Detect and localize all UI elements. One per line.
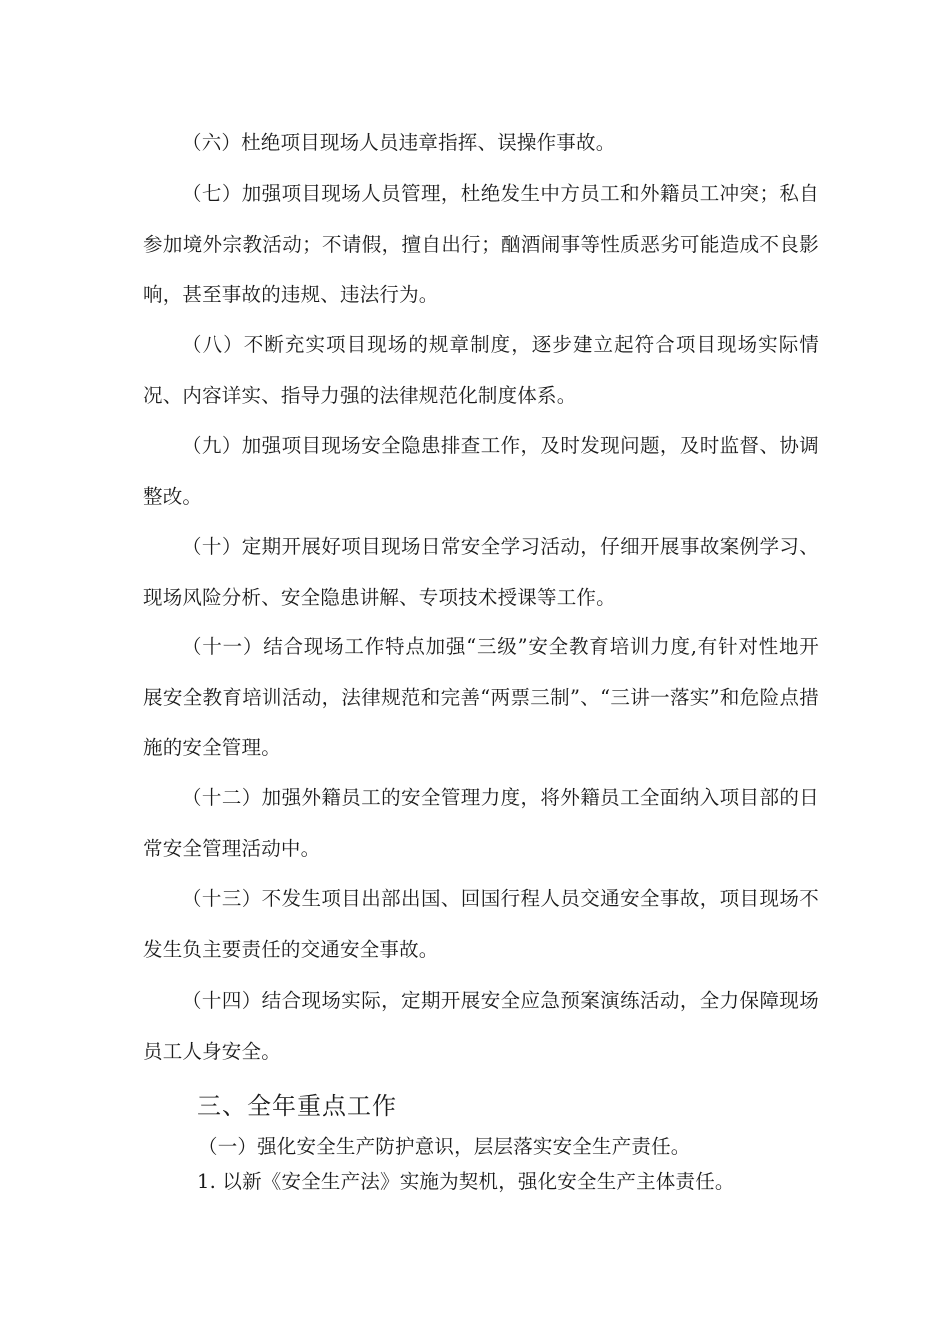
paragraph-12: （十二）加强外籍员工的安全管理力度，将外籍员工全面纳入项目部的日常安全管理活动中。 [143, 786, 819, 860]
subheading: （一）强化安全生产防护意识，层层落实安全生产责任。 [198, 1135, 691, 1158]
paragraph-10: （十）定期开展好项目现场日常安全学习活动，仔细开展事故案例学习、现场风险分析、安全隐患讲解、专项技术授课等工作。 [143, 535, 819, 609]
paragraph-7: （七）加强项目现场人员管理，杜绝发生中方员工和外籍员工冲突；私自参加境外宗教活动；不请假，擅自出行；酗酒闹事等性质恶劣可能造成不良影响，甚至事故的违规、违法行为。 [143, 182, 819, 306]
paragraph-8: （八）不断充实项目现场的规章制度，逐步建立起符合项目现场实际情况、内容详实、指导力强的法律规范化制度体系。 [143, 333, 819, 407]
paragraph-13: （十三）不发生项目出部出国、回国行程人员交通安全事故，项目现场不发生负主要责任的交通安全事故。 [143, 887, 819, 961]
section-heading: 三、全年重点工作 [197, 1092, 397, 1120]
paragraph-9: （九）加强项目现场安全隐患排查工作，及时发现问题，及时监督、协调整改。 [143, 434, 819, 508]
paragraph-6: （六）杜绝项目现场人员违章指挥、误操作事故。 [182, 131, 616, 154]
paragraph-11: （十一）结合现场工作特点加强“三级”安全教育培训力度,有针对性地开展安全教育培训活动，法律规范和完善“两票三制”、“三讲一落实”和危险点措施的安全管理。 [143, 635, 819, 759]
paragraph-14: （十四）结合现场实际，定期开展安全应急预案演练活动，全力保障现场员工人身安全。 [143, 989, 819, 1063]
list-item-1: 1. 以新《安全生产法》实施为契机，强化安全生产主体责任。 [197, 1170, 735, 1193]
